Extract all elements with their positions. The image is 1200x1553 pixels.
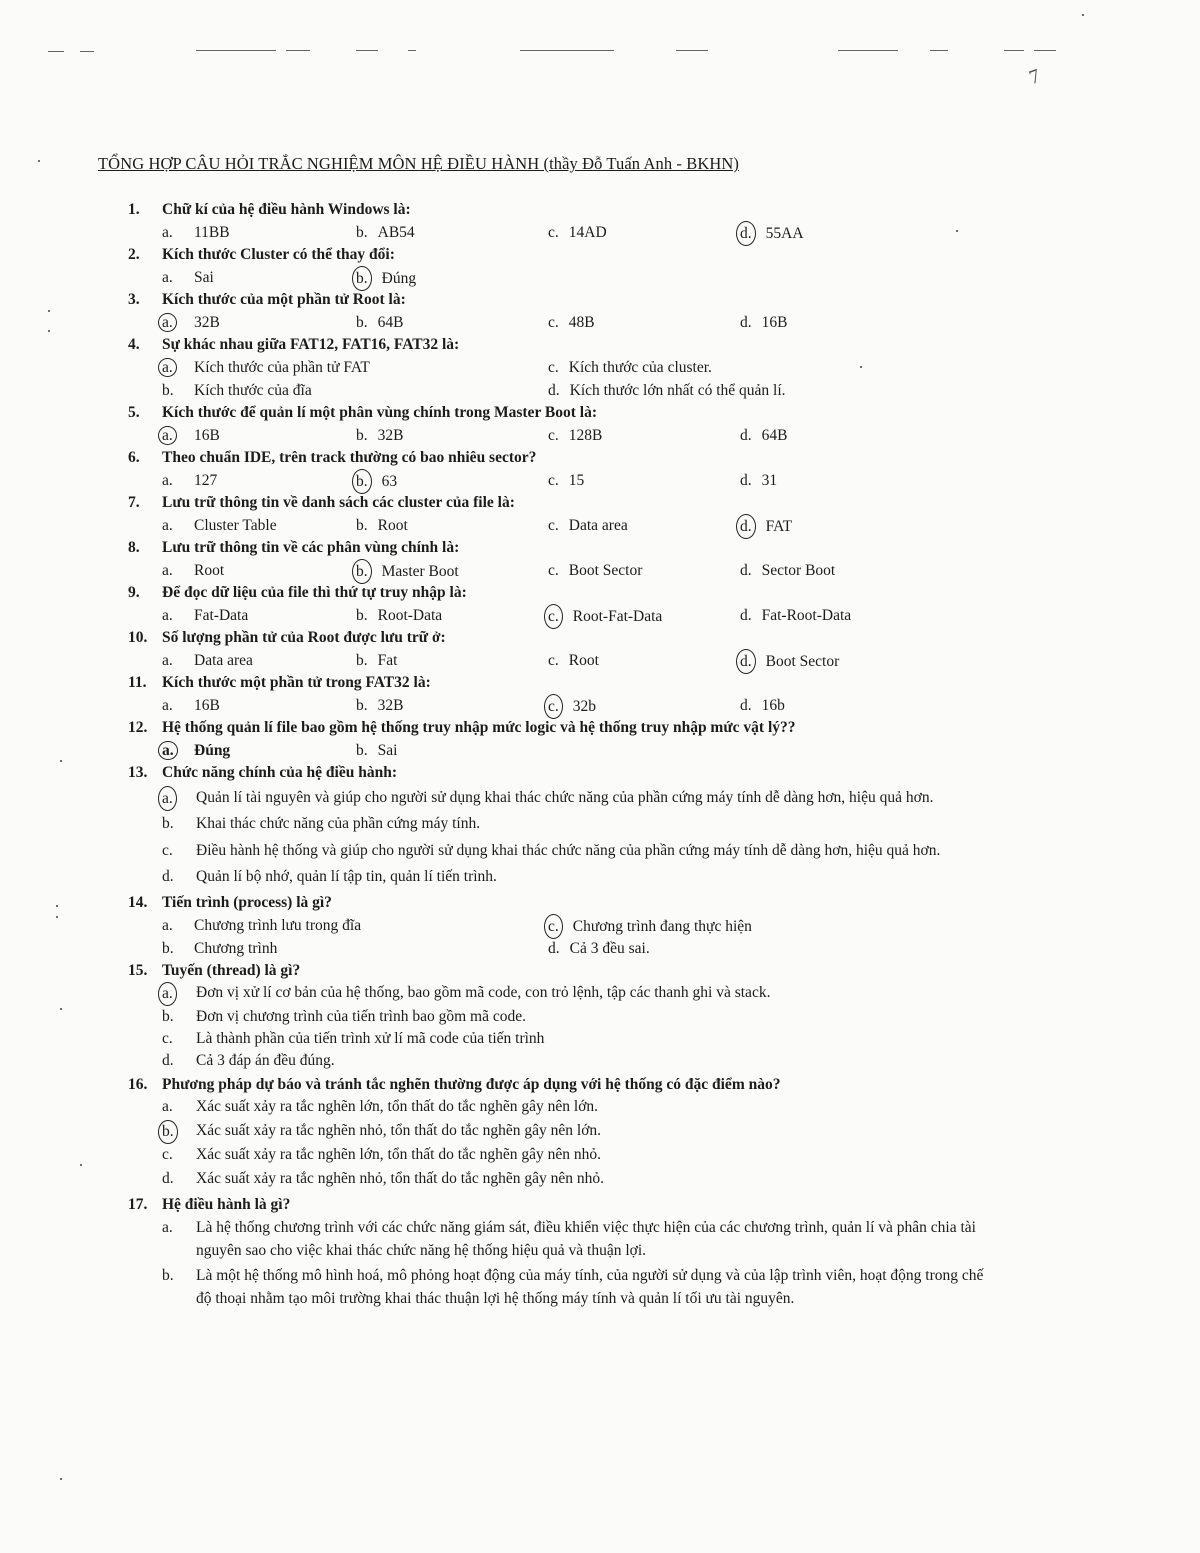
option-b: b. Đơn vị chương trình của tiến trình bao gồm mã code. — [162, 1008, 526, 1025]
question-11: 11. Kích thước một phần tử trong FAT32 là: — [128, 674, 431, 691]
corner-mark: 7 — [1026, 64, 1044, 90]
question-17: 17. Hệ điều hành là gì? — [128, 1196, 291, 1213]
option-list — [162, 1216, 1002, 1310]
option-a-circled: a. Đơn vị xử lí cơ bản của hệ thống, bao gồm mã code, con trỏ lệnh, tập các thanh ghi và stack. — [162, 982, 1028, 1004]
options-row — [128, 604, 1028, 627]
question-15: 15. Tuyến (thread) là gì? — [128, 962, 301, 979]
option-b: b. Khai thác chức năng của phần cứng máy tính. — [162, 815, 481, 832]
option-c: c. Boot Sector — [548, 562, 643, 579]
options-row — [128, 379, 1028, 402]
option-c: c. 48B — [548, 314, 595, 331]
option-d: d. 31 — [740, 472, 778, 489]
question-14: 14. Tiến trình (process) là gì? — [128, 894, 332, 911]
option-d: d. 64B — [740, 427, 788, 444]
option-d: d. Cả 3 đều sai. — [548, 940, 650, 957]
options-row — [128, 311, 1028, 334]
option-a: a. 11BB — [162, 224, 230, 241]
option-list — [162, 1096, 1028, 1190]
options-row — [128, 356, 1028, 379]
options-row — [128, 937, 1028, 960]
option-a: a. Cluster Table — [162, 517, 277, 534]
option-d: d. Xác suất xảy ra tắc nghẽn nhỏ, tổn thất do tắc nghẽn gây nên nhỏ. — [162, 1170, 605, 1187]
option-c: c. Data area — [548, 517, 628, 534]
option-a: a. 16B — [162, 697, 220, 714]
question-2: 2. Kích thước Cluster có thể thay đổi: — [128, 246, 395, 263]
option-b: b. Root — [356, 517, 408, 534]
question-16: 16. Phương pháp dự báo và tránh tắc nghẽn thường được áp dụng với hệ thống có đặc điểm nào? — [128, 1076, 781, 1093]
option-c: c. Là thành phần của tiến trình xử lí mã code của tiến trình — [162, 1030, 545, 1047]
option-a: a. Là hệ thống chương trình với các chức năng giám sát, điều khiển việc thực hiện của các chương trình, quản lí và phân chia tài nguyên sao cho việc khai thác chức năng hệ thống hiệu quả và thuận lợi. — [162, 1219, 976, 1259]
scan-header-artifacts — [0, 0, 1200, 120]
option-b-circled: b. Đúng — [356, 266, 416, 291]
option-list — [162, 786, 1028, 888]
option-a: a. Xác suất xảy ra tắc nghẽn lớn, tổn thất do tắc nghẽn gây nên lớn. — [162, 1098, 599, 1115]
options-row — [128, 469, 1028, 492]
question-12: 12. Hệ thống quản lí file bao gồm hệ thống truy nhập mức logic và hệ thống truy nhập mức vật lý?? — [128, 719, 796, 736]
option-a-circled: a. 32B — [162, 311, 220, 334]
option-d-circled: d. FAT — [740, 514, 792, 539]
option-b: b. 32B — [356, 697, 404, 714]
option-b: b. Là một hệ thống mô hình hoá, mô phỏng hoạt động của máy tính, của người sử dụng và của lập trình viên, hoạt động trong chế độ thoại nhằm tạo môi trường khai thác thuận lợi hệ thống máy tính và quản lí tối ưu tài nguyên. — [162, 1267, 984, 1307]
options-row — [128, 914, 1028, 937]
question-3: 3. Kích thước của một phần tử Root là: — [128, 291, 406, 308]
option-c: c. Điều hành hệ thống và giúp cho người sử dụng khai thác chức năng của phần cứng máy tính dễ dàng hơn, hiệu quả hơn. — [162, 842, 941, 859]
question-1: 1. Chữ kí của hệ điều hành Windows là: — [128, 201, 411, 218]
options-row — [128, 266, 1028, 289]
option-d-circled: d. Boot Sector — [740, 649, 839, 674]
option-d: d. Sector Boot — [740, 562, 836, 579]
question-8: 8. Lưu trữ thông tin về các phân vùng chính là: — [128, 539, 460, 556]
option-b: b. Root-Data — [356, 607, 443, 624]
options-row — [128, 424, 1028, 447]
option-c-circled: c. Chương trình đang thực hiện — [548, 914, 752, 939]
options-row — [128, 694, 1028, 717]
option-d: d. Cả 3 đáp án đều đúng. — [162, 1052, 335, 1069]
option-a-circled: a. 16B — [162, 424, 220, 447]
question-list — [128, 199, 1028, 1310]
question-13: 13. Chức năng chính của hệ điều hành: — [128, 764, 397, 781]
option-b: b. 64B — [356, 314, 404, 331]
option-c: c. Xác suất xảy ra tắc nghẽn lớn, tổn thất do tắc nghẽn gây nên nhỏ. — [162, 1146, 602, 1163]
option-c-circled: c. Root-Fat-Data — [548, 604, 662, 629]
option-a: a. 127 — [162, 472, 218, 489]
option-d: d. Fat-Root-Data — [740, 607, 852, 624]
document-title: TỔNG HỢP CÂU HỎI TRẮC NGHIỆM MÔN HỆ ĐIỀU HÀNH (thầy Đỗ Tuấn Anh - BKHN) — [98, 154, 739, 173]
option-c: c. Root — [548, 652, 599, 669]
options-row — [128, 221, 1028, 244]
question-9: 9. Để đọc dữ liệu của file thì thứ tự truy nhập là: — [128, 584, 467, 601]
option-c: c. Kích thước của cluster. — [548, 359, 712, 376]
option-a-circled: a. Đúng — [162, 739, 230, 762]
option-b: b. Kích thước của đĩa — [162, 382, 312, 399]
option-b: b. Sai — [356, 742, 398, 759]
option-a-circled: a. Kích thước của phần tử FAT — [162, 356, 370, 379]
question-6: 6. Theo chuẩn IDE, trên track thường có bao nhiêu sector? — [128, 449, 537, 466]
option-c: c. 128B — [548, 427, 603, 444]
options-row — [128, 514, 1028, 537]
question-10: 10. Số lượng phần tử của Root được lưu trữ ở: — [128, 629, 446, 646]
question-4: 4. Sự khác nhau giữa FAT12, FAT16, FAT32 là: — [128, 336, 460, 353]
option-a-circled: a. Quản lí tài nguyên và giúp cho người sử dụng khai thác chức năng của phần cứng máy tính dễ dàng hơn, hiệu quả hơn. — [162, 786, 1028, 809]
option-a: a. Chương trình lưu trong đĩa — [162, 917, 362, 934]
option-c-circled: c. 32b — [548, 694, 596, 719]
option-d: d. 16b — [740, 697, 785, 714]
option-d: d. Quản lí bộ nhớ, quản lí tập tin, quản lí tiến trình. — [162, 868, 497, 885]
option-c: c. 14AD — [548, 224, 607, 241]
option-a: a. Sai — [162, 269, 214, 286]
options-row — [128, 739, 1028, 762]
option-b-circled: b. 63 — [356, 469, 397, 494]
question-7: 7. Lưu trữ thông tin về danh sách các cluster của file là: — [128, 494, 515, 511]
option-d: d. 16B — [740, 314, 788, 331]
option-b: b. Chương trình — [162, 940, 278, 957]
option-b-circled: b. Xác suất xảy ra tắc nghẽn nhỏ, tổn thất do tắc nghẽn gây nên lớn. — [162, 1120, 1028, 1142]
option-d: d. Kích thước lớn nhất có thể quản lí. — [548, 382, 786, 399]
option-b: b. Fat — [356, 652, 398, 669]
option-b: b. 32B — [356, 427, 404, 444]
question-5: 5. Kích thước để quản lí một phân vùng chính trong Master Boot là: — [128, 404, 598, 421]
options-row — [128, 559, 1028, 582]
option-b-circled: b. Master Boot — [356, 559, 459, 584]
option-a: a. Fat-Data — [162, 607, 249, 624]
option-a: a. Data area — [162, 652, 253, 669]
options-row — [128, 649, 1028, 672]
option-a: a. Root — [162, 562, 225, 579]
option-list — [162, 982, 1028, 1072]
option-c: c. 15 — [548, 472, 585, 489]
option-b: b. AB54 — [356, 224, 415, 241]
option-d-circled: d. 55AA — [740, 221, 804, 246]
